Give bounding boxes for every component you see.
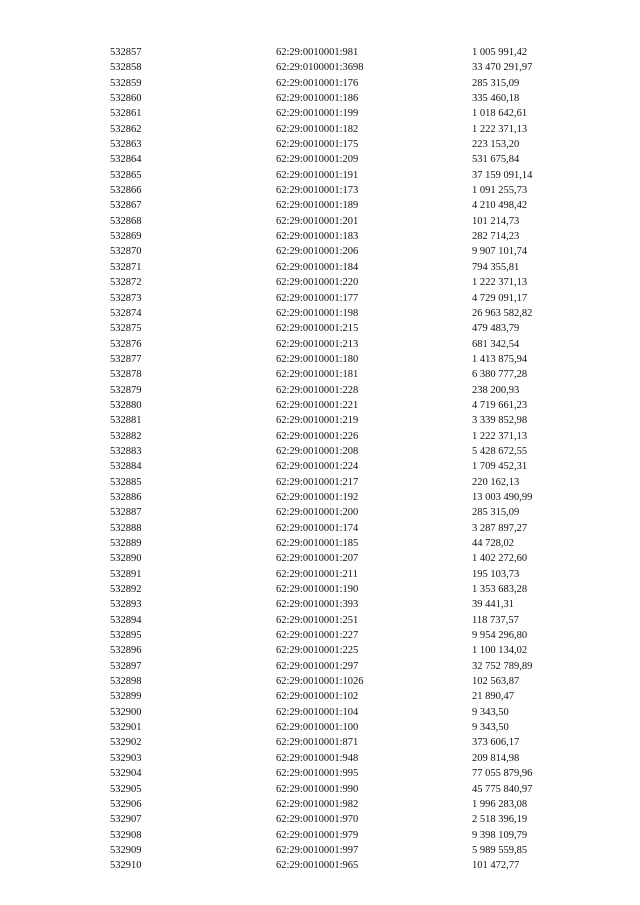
table-row <box>110 567 572 582</box>
cadastral-value: 9 343,50 <box>472 722 509 734</box>
table-row <box>110 214 572 229</box>
cadastral-value: 209 814,98 <box>472 752 520 764</box>
table-row <box>110 735 572 750</box>
cadastral-value: 37 159 091,14 <box>472 169 533 181</box>
record-id: 532871 <box>110 261 142 273</box>
cadastral-value: 1 222 371,13 <box>472 123 528 135</box>
cadastral-value: 282 714,23 <box>472 231 520 243</box>
cadastral-value-table <box>110 45 572 874</box>
cadastral-number: 62:29:0010001:981 <box>276 47 359 58</box>
cadastral-value: 3 287 897,27 <box>472 522 528 534</box>
record-id: 532892 <box>110 584 142 596</box>
record-id: 532867 <box>110 200 142 212</box>
record-id: 532874 <box>110 307 142 319</box>
table-row <box>110 536 572 551</box>
table-row <box>110 643 572 658</box>
cadastral-number: 62:29:0010001:217 <box>276 476 359 488</box>
cadastral-number: 62:29:0010001:211 <box>276 568 358 580</box>
record-id: 532895 <box>110 630 142 642</box>
record-id: 532881 <box>110 415 142 427</box>
table-row <box>110 122 572 137</box>
cadastral-value: 681 342,54 <box>472 338 520 350</box>
cadastral-value: 531 675,84 <box>472 154 520 166</box>
cadastral-value: 26 963 582,82 <box>472 307 533 319</box>
cadastral-value: 1 005 991,42 <box>472 47 528 58</box>
cadastral-number: 62:29:0010001:183 <box>276 231 359 243</box>
cadastral-value: 373 606,17 <box>472 737 520 749</box>
cadastral-value: 5 428 672,55 <box>472 445 528 457</box>
cadastral-number: 62:29:0100001:3698 <box>276 62 364 74</box>
table-row <box>110 782 572 797</box>
cadastral-value: 794 355,81 <box>472 261 520 273</box>
record-id: 532876 <box>110 338 142 350</box>
table-row <box>110 198 572 213</box>
table-row <box>110 689 572 704</box>
table-row <box>110 60 572 75</box>
cadastral-number: 62:29:0010001:102 <box>276 691 359 703</box>
record-id: 532859 <box>110 77 142 89</box>
table-row <box>110 505 572 520</box>
table-row <box>110 674 572 689</box>
cadastral-value: 285 315,09 <box>472 507 520 519</box>
table-row <box>110 429 572 444</box>
record-id: 532910 <box>110 860 142 872</box>
table-row <box>110 797 572 812</box>
record-id: 532897 <box>110 660 142 672</box>
record-id: 532869 <box>110 231 142 243</box>
table-row <box>110 751 572 766</box>
record-id: 532882 <box>110 430 142 442</box>
cadastral-value: 45 775 840,97 <box>472 783 533 795</box>
cadastral-number: 62:29:0010001:209 <box>276 154 359 166</box>
record-id: 532887 <box>110 507 142 519</box>
record-id: 532864 <box>110 154 142 166</box>
table-row <box>110 45 572 60</box>
table-body <box>110 45 572 874</box>
record-id: 532878 <box>110 369 142 381</box>
record-id: 532877 <box>110 353 142 365</box>
record-id: 532870 <box>110 246 142 258</box>
cadastral-number: 62:29:0010001:192 <box>276 491 359 503</box>
cadastral-value: 9 398 109,79 <box>472 829 528 841</box>
table-row <box>110 628 572 643</box>
record-id: 532896 <box>110 645 142 657</box>
table-row <box>110 137 572 152</box>
cadastral-number: 62:29:0010001:206 <box>276 246 359 258</box>
cadastral-number: 62:29:0010001:995 <box>276 768 359 780</box>
cadastral-value: 4 210 498,42 <box>472 200 528 212</box>
cadastral-value: 1 222 371,13 <box>472 430 528 442</box>
cadastral-value: 479 483,79 <box>472 323 520 335</box>
record-id: 532879 <box>110 384 142 396</box>
cadastral-value: 102 563,87 <box>472 676 520 688</box>
cadastral-value: 2 518 396,19 <box>472 814 528 826</box>
cadastral-value: 5 989 559,85 <box>472 844 528 856</box>
record-id: 532866 <box>110 185 142 197</box>
table-row <box>110 367 572 382</box>
table-row <box>110 275 572 290</box>
table-row <box>110 398 572 413</box>
cadastral-number: 62:29:0010001:181 <box>276 369 359 381</box>
cadastral-value: 6 380 777,28 <box>472 369 528 381</box>
record-id: 532900 <box>110 706 142 718</box>
record-id: 532873 <box>110 292 142 304</box>
record-id: 532894 <box>110 614 142 626</box>
record-id: 532907 <box>110 814 142 826</box>
cadastral-value: 101 214,73 <box>472 215 520 227</box>
record-id: 532886 <box>110 491 142 503</box>
record-id: 532884 <box>110 461 142 473</box>
record-id: 532902 <box>110 737 142 749</box>
cadastral-number: 62:29:0010001:180 <box>276 353 359 365</box>
cadastral-number: 62:29:0010001:221 <box>276 399 359 411</box>
cadastral-value: 33 470 291,97 <box>472 62 533 74</box>
table-row <box>110 812 572 827</box>
record-id: 532858 <box>110 62 142 74</box>
cadastral-number: 62:29:0010001:100 <box>276 722 359 734</box>
cadastral-number: 62:29:0010001:208 <box>276 445 359 457</box>
cadastral-number: 62:29:0010001:225 <box>276 645 359 657</box>
record-id: 532898 <box>110 676 142 688</box>
record-id: 532863 <box>110 139 142 151</box>
record-id: 532885 <box>110 476 142 488</box>
record-id: 532908 <box>110 829 142 841</box>
record-id: 532904 <box>110 768 142 780</box>
cadastral-value: 13 003 490,99 <box>472 491 533 503</box>
cadastral-number: 62:29:0010001:189 <box>276 200 359 212</box>
cadastral-number: 62:29:0010001:997 <box>276 844 359 856</box>
table-row <box>110 244 572 259</box>
cadastral-value: 1 018 642,61 <box>472 108 528 120</box>
table-row <box>110 152 572 167</box>
table-row <box>110 551 572 566</box>
cadastral-number: 62:29:0010001:104 <box>276 706 359 718</box>
record-id: 532875 <box>110 323 142 335</box>
table-row <box>110 444 572 459</box>
cadastral-value: 1 996 283,08 <box>472 798 528 810</box>
cadastral-number: 62:29:0010001:227 <box>276 630 359 642</box>
cadastral-value: 77 055 879,96 <box>472 768 533 780</box>
cadastral-number: 62:29:0010001:219 <box>276 415 359 427</box>
record-id: 532880 <box>110 399 142 411</box>
cadastral-value: 335 460,18 <box>472 93 520 105</box>
table-row <box>110 521 572 536</box>
cadastral-value: 1 222 371,13 <box>472 277 528 289</box>
cadastral-number: 62:29:0010001:186 <box>276 93 359 105</box>
cadastral-value: 3 339 852,98 <box>472 415 528 427</box>
cadastral-number: 62:29:0010001:871 <box>276 737 359 749</box>
table-row <box>110 76 572 91</box>
table-row <box>110 168 572 183</box>
record-id: 532868 <box>110 215 142 227</box>
cadastral-value: 4 719 661,23 <box>472 399 528 411</box>
cadastral-number: 62:29:0010001:185 <box>276 538 359 549</box>
cadastral-value: 4 729 091,17 <box>472 292 528 304</box>
cadastral-number: 62:29:0010001:173 <box>276 185 359 197</box>
cadastral-value: 1 709 452,31 <box>472 461 528 473</box>
record-id: 532890 <box>110 553 142 565</box>
cadastral-number: 62:29:0010001:224 <box>276 461 359 473</box>
table-row <box>110 475 572 490</box>
cadastral-number: 62:29:0010001:191 <box>276 169 359 181</box>
record-id: 532901 <box>110 722 142 734</box>
cadastral-number: 62:29:0010001:182 <box>276 123 359 135</box>
record-id: 532862 <box>110 123 142 135</box>
cadastral-value: 9 907 101,74 <box>472 246 528 258</box>
cadastral-value: 44 728,02 <box>472 538 514 549</box>
cadastral-number: 62:29:0010001:979 <box>276 829 359 841</box>
table-row <box>110 705 572 720</box>
cadastral-value: 195 103,73 <box>472 568 520 580</box>
table-row <box>110 582 572 597</box>
cadastral-number: 62:29:0010001:226 <box>276 430 359 442</box>
cadastral-number: 62:29:0010001:220 <box>276 277 359 289</box>
table-row <box>110 843 572 858</box>
cadastral-number: 62:29:0010001:297 <box>276 660 359 672</box>
record-id: 532861 <box>110 108 142 120</box>
record-id: 532905 <box>110 783 142 795</box>
cadastral-number: 62:29:0010001:1026 <box>276 676 364 688</box>
record-id: 532899 <box>110 691 142 703</box>
cadastral-value: 32 752 789,89 <box>472 660 533 672</box>
cadastral-value: 1 353 683,28 <box>472 584 528 596</box>
table-row <box>110 383 572 398</box>
record-id: 532857 <box>110 47 142 58</box>
record-id: 532903 <box>110 752 142 764</box>
cadastral-number: 62:29:0010001:199 <box>276 108 359 120</box>
cadastral-value: 223 153,20 <box>472 139 520 151</box>
cadastral-number: 62:29:0010001:201 <box>276 215 359 227</box>
table-row <box>110 413 572 428</box>
cadastral-number: 62:29:0010001:175 <box>276 139 359 151</box>
cadastral-number: 62:29:0010001:948 <box>276 752 359 764</box>
cadastral-number: 62:29:0010001:970 <box>276 814 359 826</box>
table-row <box>110 828 572 843</box>
cadastral-value: 1 100 134,02 <box>472 645 528 657</box>
cadastral-value: 21 890,47 <box>472 691 514 703</box>
cadastral-value: 220 162,13 <box>472 476 520 488</box>
table-row <box>110 720 572 735</box>
cadastral-value: 238 200,93 <box>472 384 520 396</box>
table-row <box>110 490 572 505</box>
table-row <box>110 613 572 628</box>
cadastral-number: 62:29:0010001:982 <box>276 798 359 810</box>
cadastral-number: 62:29:0010001:184 <box>276 261 359 273</box>
table-row <box>110 291 572 306</box>
table-row <box>110 659 572 674</box>
table-row <box>110 106 572 121</box>
cadastral-number: 62:29:0010001:198 <box>276 307 359 319</box>
cadastral-number: 62:29:0010001:207 <box>276 553 359 565</box>
cadastral-number: 62:29:0010001:215 <box>276 323 359 335</box>
table-row <box>110 91 572 106</box>
record-id: 532872 <box>110 277 142 289</box>
table-row <box>110 306 572 321</box>
cadastral-number: 62:29:0010001:990 <box>276 783 359 795</box>
table-row <box>110 858 572 873</box>
cadastral-value: 39 441,31 <box>472 599 514 611</box>
cadastral-number: 62:29:0010001:213 <box>276 338 359 350</box>
table-row <box>110 459 572 474</box>
cadastral-value: 9 954 296,80 <box>472 630 528 642</box>
record-id: 532883 <box>110 445 142 457</box>
record-id: 532906 <box>110 798 142 810</box>
cadastral-number: 62:29:0010001:251 <box>276 614 359 626</box>
record-id: 532888 <box>110 522 142 534</box>
cadastral-value: 9 343,50 <box>472 706 509 718</box>
record-id: 532891 <box>110 568 142 580</box>
cadastral-value: 1 413 875,94 <box>472 353 528 365</box>
cadastral-number: 62:29:0010001:965 <box>276 860 359 872</box>
cadastral-value: 101 472,77 <box>472 860 520 872</box>
record-id: 532860 <box>110 93 142 105</box>
table-row <box>110 597 572 612</box>
cadastral-value: 285 315,09 <box>472 77 520 89</box>
cadastral-number: 62:29:0010001:228 <box>276 384 359 396</box>
cadastral-value: 1 091 255,73 <box>472 185 528 197</box>
record-id: 532865 <box>110 169 142 181</box>
table-row <box>110 229 572 244</box>
record-id: 532889 <box>110 538 142 549</box>
cadastral-number: 62:29:0010001:200 <box>276 507 359 519</box>
table-row <box>110 337 572 352</box>
cadastral-number: 62:29:0010001:174 <box>276 522 359 534</box>
record-id: 532893 <box>110 599 142 611</box>
table-row <box>110 260 572 275</box>
cadastral-number: 62:29:0010001:393 <box>276 599 359 611</box>
record-id: 532909 <box>110 844 142 856</box>
cadastral-value: 1 402 272,60 <box>472 553 528 565</box>
cadastral-number: 62:29:0010001:176 <box>276 77 359 89</box>
table-row <box>110 766 572 781</box>
table-row <box>110 352 572 367</box>
cadastral-value: 118 737,57 <box>472 614 519 626</box>
cadastral-number: 62:29:0010001:177 <box>276 292 359 304</box>
table-row <box>110 321 572 336</box>
cadastral-number: 62:29:0010001:190 <box>276 584 359 596</box>
table-row <box>110 183 572 198</box>
